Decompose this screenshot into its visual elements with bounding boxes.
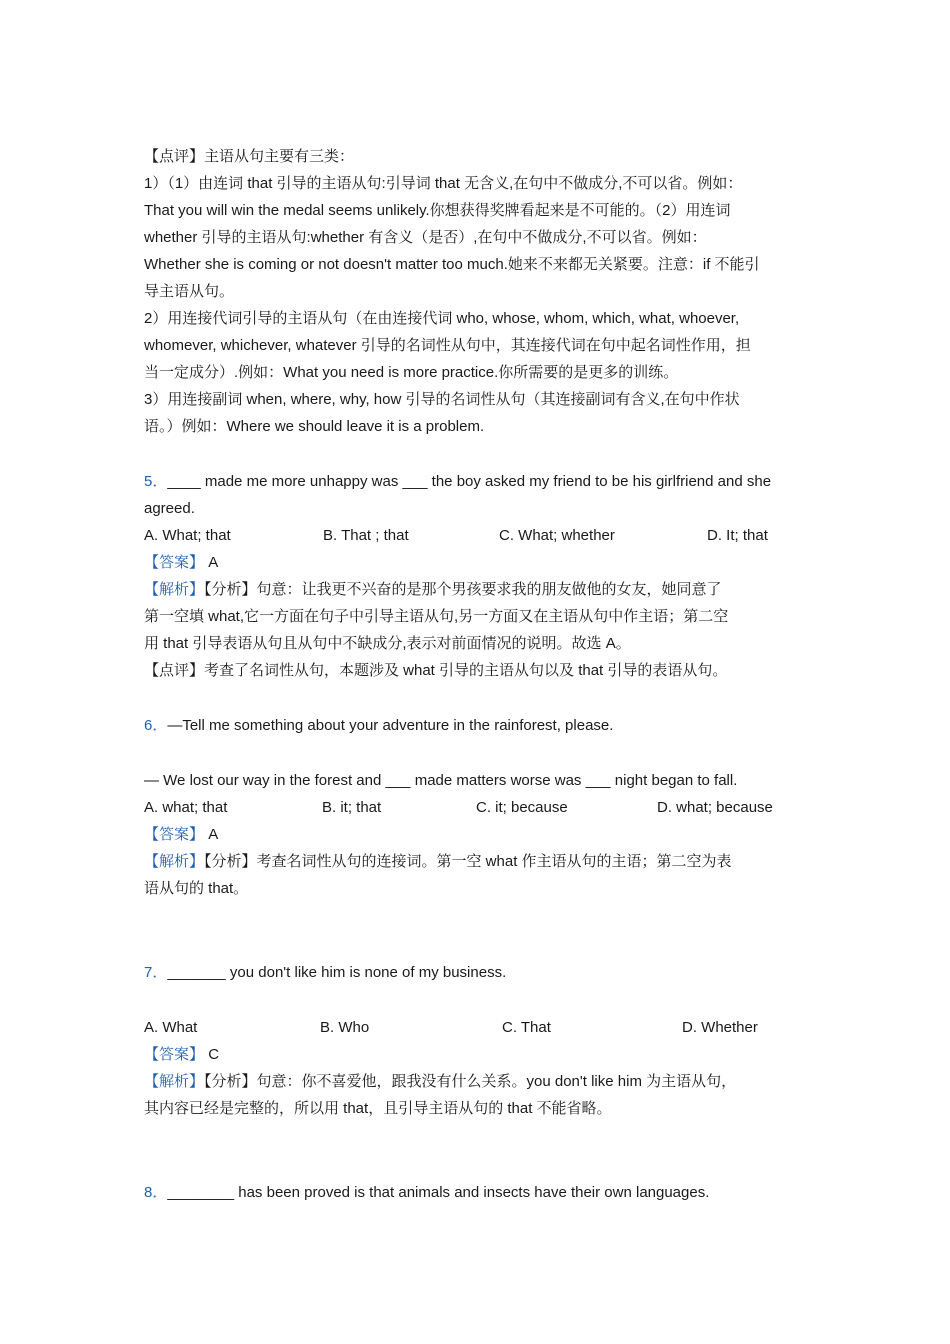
answer-value: C <box>208 1046 220 1063</box>
option-d: D. Whether <box>682 1019 758 1036</box>
question-number: 8． <box>144 1184 168 1201</box>
review-line: whomever, whichever, whatever 引导的名词性从句中，其连接代词在句中起名词性作用，担 <box>144 337 751 354</box>
review-line: Whether she is coming or not doesn't matter too much.她来不来都无关紧要。注意：if 不能引 <box>144 256 760 273</box>
option-a: A. What <box>144 1019 198 1036</box>
analysis-line: 其内容已经是完整的，所以用 that，且引导主语从句的 that 不能省略。 <box>144 1100 612 1117</box>
question-number: 7． <box>144 964 168 981</box>
review-line: 导主语从句。 <box>144 283 235 300</box>
question-6-stem-cont: — We lost our way in the forest and ___ made matters worse was ___ night began to fall. <box>144 772 738 789</box>
answer-value: A <box>208 826 219 843</box>
review-line: 2）用连接代词引导的主语从句（在由连接代词 who, whose, whom, which, what, whoever, <box>144 310 740 327</box>
analysis-line: 语从句的 that。 <box>144 880 249 897</box>
question-number: 5． <box>144 473 168 490</box>
answer-line: 【答案】 C <box>144 1046 220 1063</box>
question-5-stem-cont: agreed. <box>144 500 195 517</box>
question-8-stem: 8．________ has been proved is that animals and insects have their own languages. <box>144 1184 710 1201</box>
question-7-options <box>144 1014 810 1041</box>
option-b: B. it; that <box>322 799 382 816</box>
question-6-stem: 6．—Tell me something about your adventure in the rainforest, please. <box>144 717 614 734</box>
option-c: C. That <box>502 1019 551 1036</box>
review-line: 【点评】考查了名词性从句，本题涉及 what 引导的主语从句以及 that 引导的表语从句。 <box>144 662 728 679</box>
option-d: D. It; that <box>707 527 768 544</box>
option-b: B. Who <box>320 1019 370 1036</box>
analysis-line: 用 that 引导表语从句且从句中不缺成分,表示对前面情况的说明。故选 A。 <box>144 635 631 652</box>
review-line: That you will win the medal seems unlikely.你想获得奖牌看起来是不可能的。（2）用连词 <box>144 202 731 219</box>
document-page <box>144 143 810 1206</box>
analysis-line: 【解析】【分析】句意：让我更不兴奋的是那个男孩要求我的朋友做他的女友，她同意了 <box>144 581 722 598</box>
option-c: C. What; whether <box>499 527 615 544</box>
review-line: 3）用连接副词 when, where, why, how 引导的名词性从句（其连接副词有含义,在句中作状 <box>144 391 740 408</box>
option-c: C. it; because <box>476 799 568 816</box>
option-a: A. What; that <box>144 527 231 544</box>
question-7-stem: 7．_______ you don't like him is none of my business. <box>144 964 507 981</box>
review-line: 1）（1）由连词 that 引导的主语从句:引导词 that 无含义,在句中不做成分,不可以省。例如： <box>144 175 743 192</box>
analysis-line: 第一空填 what,它一方面在句子中引导主语从句,另一方面又在主语从句中作主语；第二空 <box>144 608 729 625</box>
review-heading: 【点评】主语从句主要有三类： <box>144 148 355 165</box>
option-b: B. That ; that <box>323 527 409 544</box>
answer-line: 【答案】 A <box>144 554 219 571</box>
question-number: 6． <box>144 717 168 734</box>
analysis-line: 【解析】【分析】考查名词性从句的连接词。第一空 what 作主语从句的主语；第二空为表 <box>144 853 732 870</box>
analysis-line: 【解析】【分析】句意：你不喜爱他，跟我没有什么关系。you don't like him 为主语从句， <box>144 1073 737 1090</box>
review-line: 当一定成分）.例如：What you need is more practice.你所需要的是更多的训练。 <box>144 364 679 381</box>
answer-value: A <box>208 554 219 571</box>
option-a: A. what; that <box>144 799 228 816</box>
review-line: 语。）例如：Where we should leave it is a problem. <box>144 418 485 435</box>
question-6-options <box>144 794 810 821</box>
question-5-stem: 5．____ made me more unhappy was ___ the boy asked my friend to be his girlfriend and she <box>144 473 772 490</box>
review-line: whether 引导的主语从句:whether 有含义（是否）,在句中不做成分,不可以省。例如： <box>144 229 707 246</box>
question-5-options <box>144 522 810 549</box>
answer-line: 【答案】 A <box>144 826 219 843</box>
option-d: D. what; because <box>657 799 773 816</box>
